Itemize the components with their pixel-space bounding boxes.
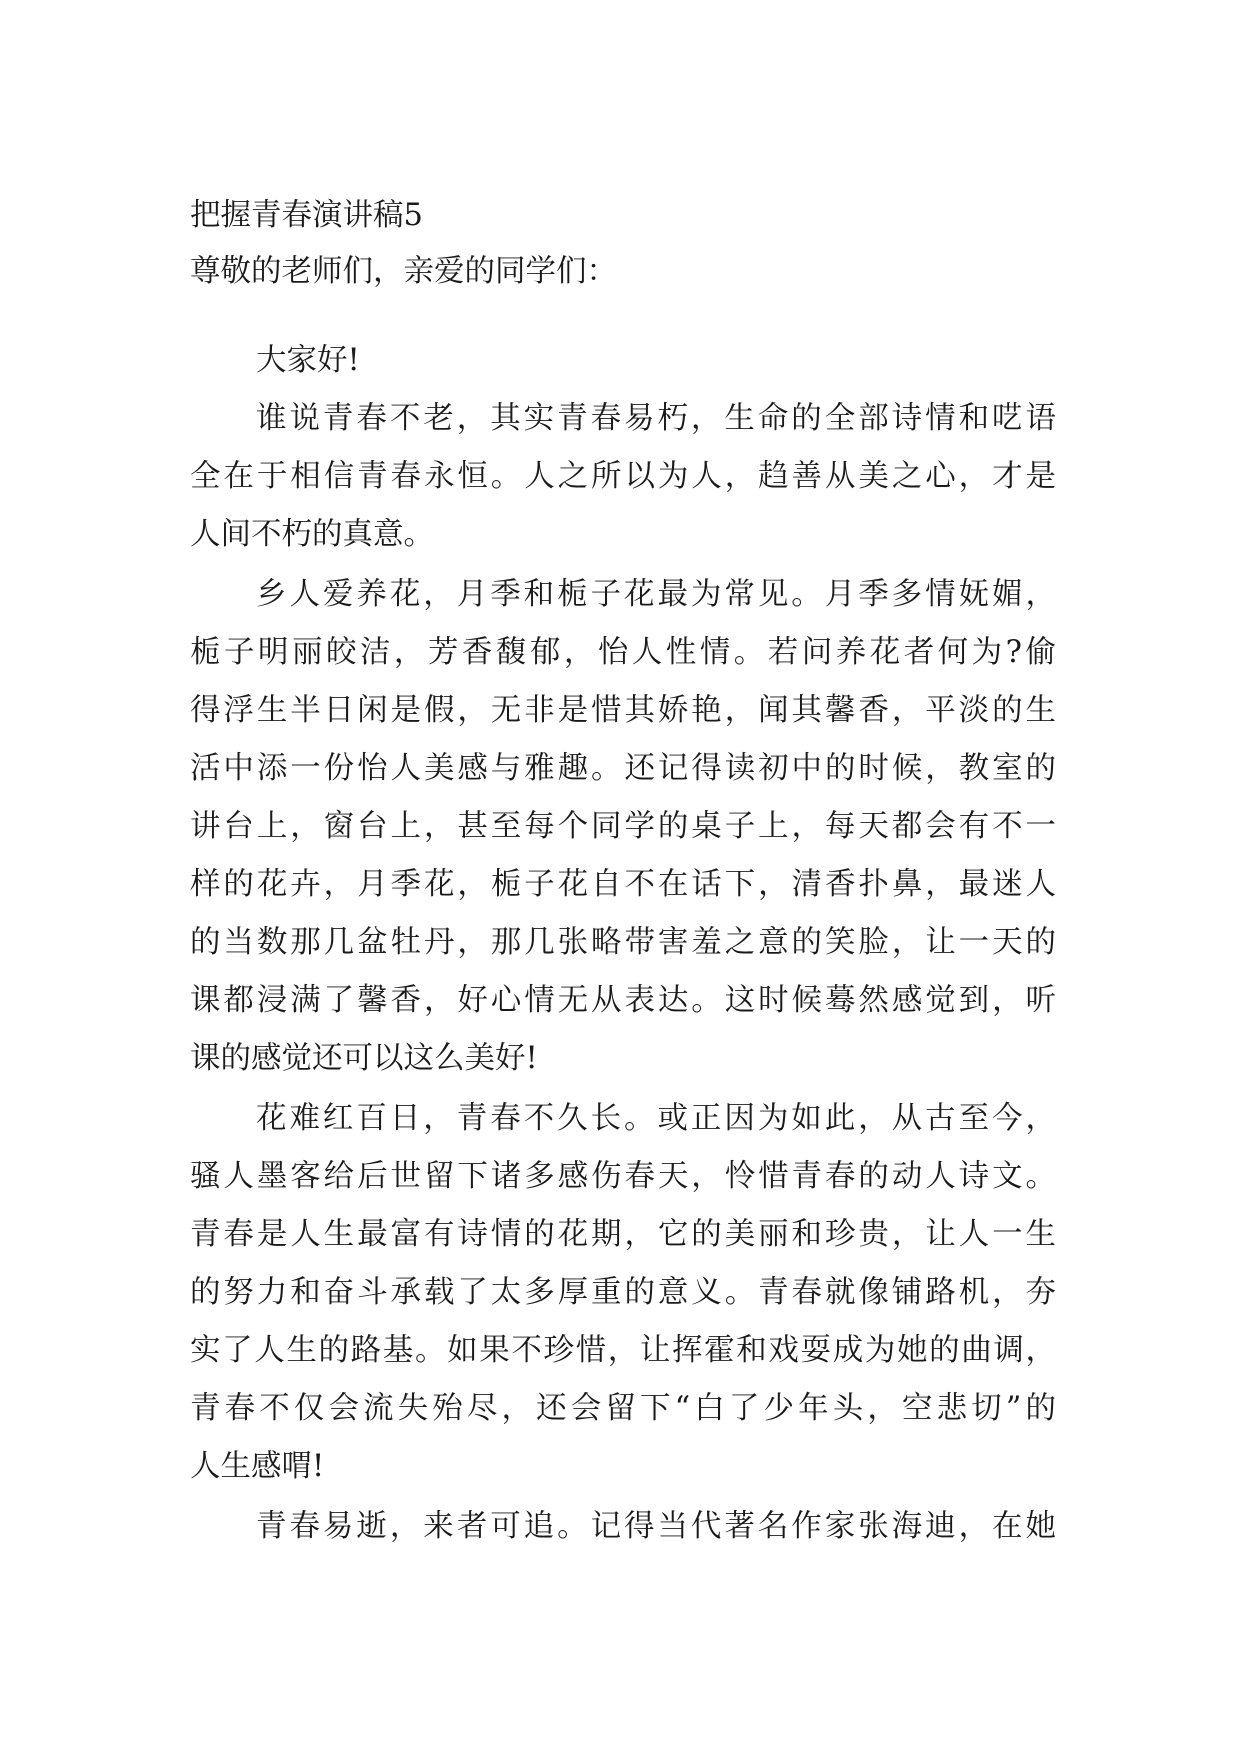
- paragraph-2-line-1: 乡人爱养花，月季和栀子花最为常见。月季多情妩媚，: [256, 577, 1056, 612]
- paragraph-2-line-2: 栀子明丽皎洁，芳香馥郁，怡人性情。若问养花者何为?偷: [190, 635, 1056, 670]
- paragraph-1-line-3: 人间不朽的真意。: [190, 517, 434, 552]
- paragraph-3-line-5: 实了人生的路基。如果不珍惜，让挥霍和戏耍成为她的曲调，: [190, 1333, 1056, 1368]
- paragraph-2-line-8: 课都浸满了馨香，好心情无从表达。这时候蓦然感觉到，听: [190, 983, 1056, 1018]
- paragraph-3-line-7: 人生感喟!: [190, 1449, 325, 1484]
- paragraph-2-line-7: 的当数那几盆牡丹，那几张略带害羞之意的笑脸，让一天的: [190, 925, 1056, 960]
- paragraph-3-line-2: 骚人墨客给后世留下诸多感伤春天，怜惜青春的动人诗文。: [190, 1159, 1056, 1194]
- paragraph-3-line-4: 的努力和奋斗承载了太多厚重的意义。青春就像铺路机，夯: [190, 1275, 1056, 1310]
- paragraph-2-line-9: 课的感觉还可以这么美好!: [190, 1041, 538, 1076]
- paragraph-1-line-1: 谁说青春不老，其实青春易朽，生命的全部诗情和呓语: [256, 401, 1056, 436]
- paragraph-2-line-6: 样的花卉，月季花，栀子花自不在话下，清香扑鼻，最迷人: [190, 867, 1056, 902]
- paragraph-2-line-3: 得浮生半日闲是假，无非是惜其娇艳，闻其馨香，平淡的生: [190, 693, 1056, 728]
- paragraph-1-line-2: 全在于相信青春永恒。人之所以为人，趋善从美之心，才是: [190, 459, 1056, 494]
- salutation: 尊敬的老师们，亲爱的同学们：: [190, 254, 617, 289]
- paragraph-2-line-5: 讲台上，窗台上，甚至每个同学的桌子上，每天都会有不一: [190, 809, 1056, 844]
- paragraph-3-line-3: 青春是人生最富有诗情的花期，它的美丽和珍贵，让人一生: [190, 1217, 1056, 1252]
- paragraph-3-line-6: 青春不仅会流失殆尽，还会留下“白了少年头，空悲切”的: [190, 1391, 1056, 1426]
- document-title: 把握青春演讲稿5: [190, 198, 423, 233]
- paragraph-2-line-4: 活中添一份怡人美感与雅趣。还记得读初中的时候，教室的: [190, 751, 1056, 786]
- greeting: 大家好!: [256, 343, 360, 378]
- paragraph-4-line-1: 青春易逝，来者可追。记得当代著名作家张海迪，在她: [256, 1509, 1056, 1544]
- paragraph-3-line-1: 花难红百日，青春不久长。或正因为如此，从古至今，: [256, 1101, 1056, 1136]
